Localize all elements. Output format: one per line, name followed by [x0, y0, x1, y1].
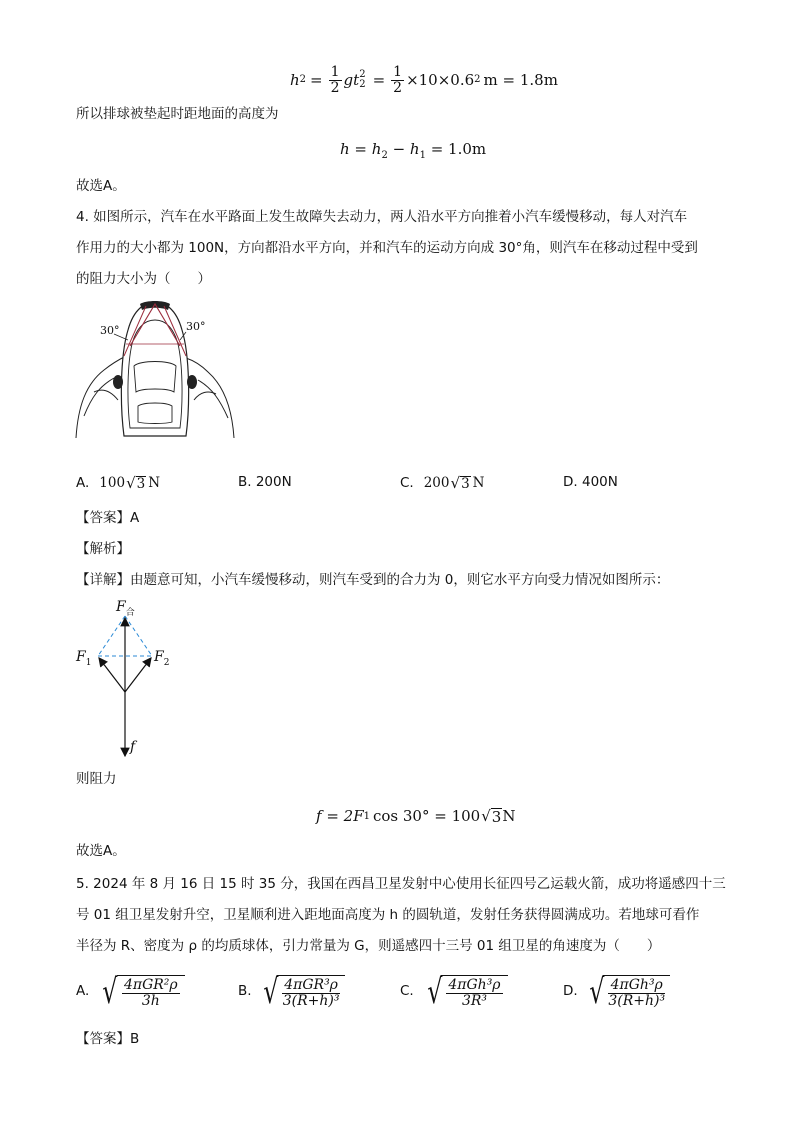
- eq-h2-equals: =: [310, 70, 323, 89]
- eq-h2-frac1: [329, 65, 342, 95]
- detail-text: 由题意可知，小汽车缓慢移动，则汽车受到的合力为 0，则它水平方向受力情况如图所示：: [130, 572, 670, 588]
- answer-tag: 【答案】: [76, 1031, 130, 1047]
- force-f1-sub: 1: [85, 657, 92, 668]
- car-illustration: [74, 296, 236, 446]
- q4-analysis-tag: 【解析】: [76, 541, 130, 557]
- q5-option-a-den: 3h: [141, 993, 160, 1009]
- q5-option-b-den: 3(R+h)³: [282, 993, 340, 1009]
- q5-option-b-num: 4πGR³ρ: [284, 977, 338, 994]
- eq-h2-frac1-num: 1: [330, 63, 340, 80]
- q4-option-d[interactable]: D. 400N: [563, 474, 618, 490]
- angle-label-left: 30°: [100, 324, 120, 337]
- q5-option-c-num: 4πGh³ρ: [448, 977, 501, 994]
- force-f2-f: F: [154, 649, 164, 665]
- eq-h-tail: = 1.0m: [425, 140, 487, 158]
- q4-answer: [76, 512, 139, 526]
- q4-option-c-radicand: 3: [461, 476, 470, 492]
- q5-option-d-sqrt: [586, 972, 670, 1012]
- force-resultant-sub: 合: [125, 607, 135, 618]
- force-diagram: [74, 598, 184, 760]
- q5-option-c[interactable]: [400, 968, 508, 1016]
- eq-f-mid: cos 30° = 100: [372, 807, 481, 826]
- equation-f: [316, 808, 515, 826]
- force-f1-f: F: [76, 649, 86, 665]
- q5-option-d-den: 3(R+h)³: [608, 993, 666, 1009]
- q4-option-c-unit: N: [472, 475, 485, 492]
- eq-h2-rest: ×10×0.6: [406, 70, 475, 89]
- radical-icon: √: [126, 474, 136, 493]
- detail-tag: 【详解】: [76, 572, 130, 588]
- q5-option-d-radicand: [603, 975, 670, 1009]
- q4-option-a-radicand: 3: [136, 476, 146, 492]
- eq-h2-gt: gt: [343, 70, 360, 89]
- q5-option-c-radicand: [441, 975, 507, 1009]
- force-label-f2: [154, 650, 169, 668]
- eq-f-unit: N: [502, 807, 516, 826]
- q4-option-c-value: 200: [423, 475, 450, 492]
- q4-option-a-value: 100: [99, 475, 126, 492]
- q4-line-1: 4. 如图所示，汽车在水平路面上发生故障失去动力，两人沿水平方向推着小汽车缓慢移动，每人对汽车: [76, 209, 688, 225]
- equation-h2: [290, 60, 558, 100]
- eq-h2-frac2: [391, 65, 404, 95]
- q4-option-c[interactable]: [400, 476, 484, 492]
- force-resultant-f: F: [116, 599, 126, 615]
- angle-label-right: 30°: [186, 320, 206, 333]
- resistance-text: 则阻力: [76, 771, 117, 787]
- eq-h-sub1: 1: [419, 150, 426, 161]
- q5-option-a-num: 4πGR²ρ: [123, 977, 178, 994]
- force-f2-sub: 2: [163, 657, 170, 668]
- q4-detail: [76, 574, 669, 588]
- q5-option-c-sqrt: [424, 972, 508, 1012]
- choose-a-text-2: 故选A。: [76, 843, 126, 859]
- eq-h2-frac2-den: 2: [393, 79, 403, 96]
- q5-answer: [76, 1033, 139, 1047]
- q5-option-d-frac: [608, 978, 665, 1008]
- q4-option-a[interactable]: [76, 476, 160, 492]
- q5-option-b-frac: [282, 978, 340, 1008]
- eq-h-sub2: 2: [381, 150, 388, 161]
- radical-icon: √: [481, 807, 491, 826]
- eq-h-minus: − h: [387, 140, 420, 158]
- radical-icon: √: [262, 972, 278, 1012]
- q5-option-b-label: B.: [238, 983, 252, 1000]
- eq-h-text: h = h: [340, 140, 382, 158]
- q5-option-b[interactable]: [238, 968, 345, 1016]
- force-label-f: f: [130, 739, 136, 755]
- eq-h2-gt-sup: 2: [359, 69, 366, 80]
- q5-option-c-den: 3R³: [461, 993, 487, 1009]
- q5-line-3: 半径为 R、密度为 ρ 的均质球体，引力常量为 G，则遥感四十三号 01 组卫星的角速度为（ ）: [76, 938, 661, 954]
- q5-option-a-label: A.: [76, 983, 90, 1000]
- eq-h2-gt-sub: 2: [359, 79, 366, 90]
- q5-option-a-sqrt: [99, 972, 184, 1012]
- eq-h2-lhs-sub: 2: [299, 74, 307, 85]
- q5-option-a-frac: [122, 978, 180, 1008]
- q5-line-2: 号 01 组卫星发射升空，卫星顺利进入距地面高度为 h 的圆轨道，发射任务获得圆满成功。若地球可看作: [76, 907, 700, 923]
- eq-f-radicand: 3: [491, 808, 502, 826]
- radical-icon: √: [450, 474, 461, 493]
- eq-f-sub: 1: [363, 810, 370, 822]
- eq-h2-frac2-num: 1: [393, 63, 403, 80]
- eq-h2-tail: m = 1.8m: [483, 70, 558, 89]
- text-height-intro: 所以排球被垫起时距地面的高度为: [76, 106, 279, 122]
- q4-line-2: 作用力的大小都为 100N，方向都沿水平方向，并和汽车的运动方向成 30°角，则汽车在移动过程中受到: [76, 240, 698, 256]
- car-figure: [74, 296, 236, 446]
- eq-h2-lhs: h: [290, 70, 300, 89]
- q5-option-d-num: 4πGh³ρ: [608, 978, 665, 994]
- force-label-f1: [76, 650, 91, 668]
- force-label-resultant: [116, 600, 135, 618]
- answer-value: A: [130, 510, 140, 526]
- radical-icon: √: [102, 972, 118, 1012]
- q4-option-b[interactable]: B. 200N: [238, 474, 292, 490]
- q4-option-a-label: A.: [76, 475, 90, 492]
- q4-line-3: 的阻力大小为（ ）: [76, 271, 211, 287]
- q4-option-c-label: C.: [400, 475, 414, 492]
- eq-f-text: f = 2F: [316, 807, 364, 826]
- choose-a-text: 故选A。: [76, 178, 126, 194]
- q5-option-b-sqrt: [260, 972, 345, 1012]
- q5-option-c-label: C.: [400, 983, 414, 1000]
- radical-icon: √: [426, 972, 443, 1012]
- q5-option-c-frac: [446, 978, 502, 1008]
- radical-icon: √: [588, 972, 605, 1012]
- eq-h2-frac1-den: 2: [330, 79, 340, 96]
- q5-option-a-radicand: [117, 975, 185, 1009]
- q5-option-d-label: D.: [563, 983, 578, 1000]
- force-diagram-svg: [74, 598, 184, 760]
- q5-option-d[interactable]: [563, 968, 670, 1016]
- q5-option-a[interactable]: [76, 968, 185, 1016]
- answer-tag: 【答案】: [76, 510, 130, 526]
- q5-line-1: 5. 2024 年 8 月 16 日 15 时 35 分，我国在西昌卫星发射中心使用长征四号乙运载火箭，成功将遥感四十三: [76, 876, 726, 892]
- q4-option-a-unit: N: [148, 475, 161, 492]
- eq-h2-equals-2: =: [372, 70, 386, 89]
- q5-option-b-radicand: [277, 975, 345, 1009]
- answer-value: B: [130, 1031, 140, 1047]
- eq-h2-rest-sup: 2: [474, 74, 481, 85]
- equation-h: [340, 142, 486, 161]
